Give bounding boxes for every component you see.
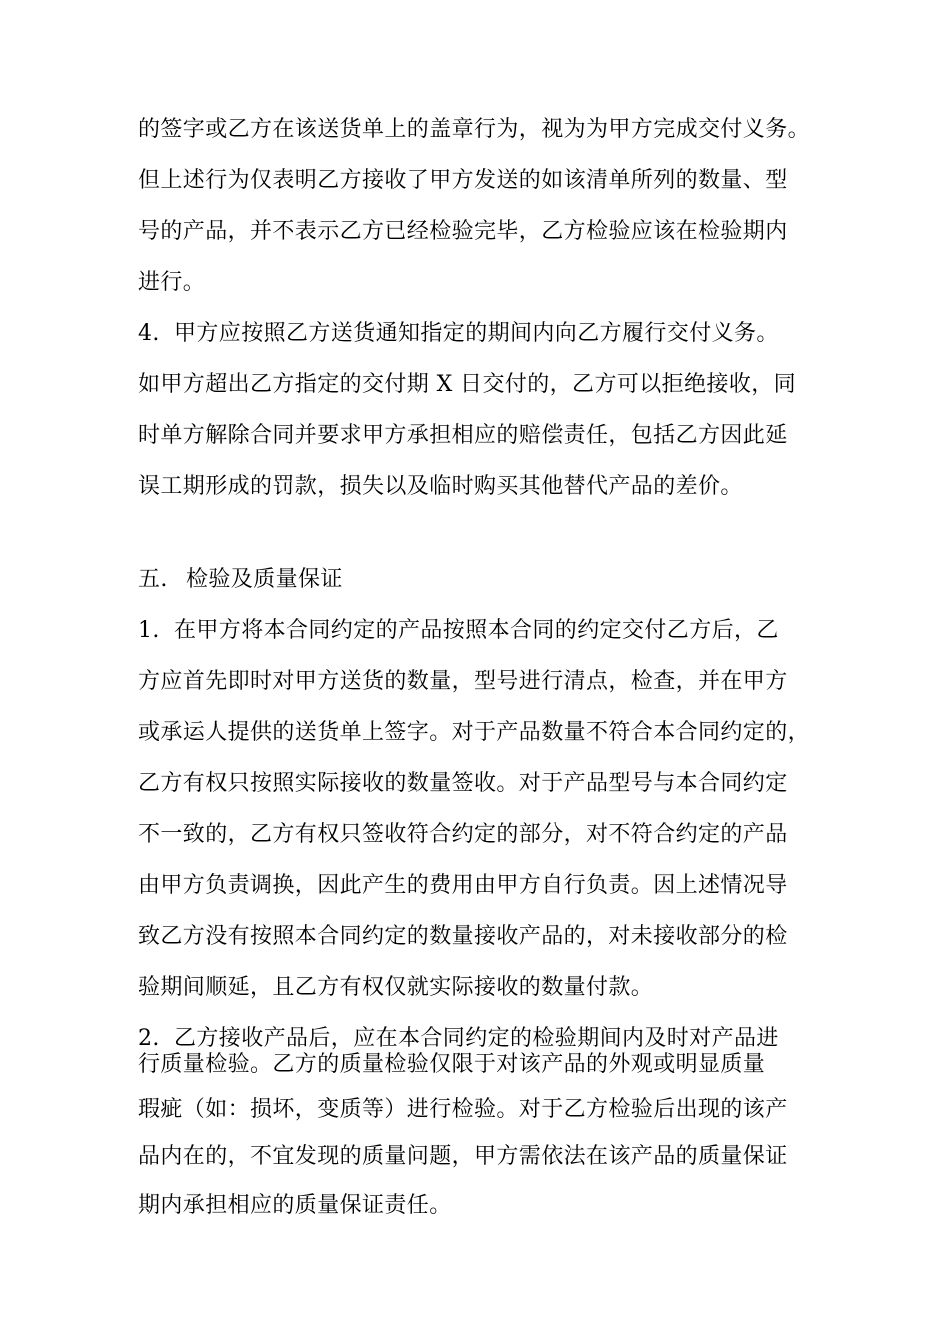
clause-4-line-1: [138, 320, 779, 348]
clause-5-1-line-1: [138, 617, 779, 645]
clause-5-1-line-5: 不一致的，乙方有权只签收符合约定的部分，对不符合约定的产品: [138, 822, 788, 847]
clause-5-1-line-7: 致乙方没有按照本合同约定的数量接收产品的，对未接收部分的检: [138, 924, 788, 949]
clause-4-line-2: 如甲方超出乙方指定的交付期 X 日交付的，乙方可以拒绝接收，同: [138, 372, 797, 397]
continuation-line-2: 但上述行为仅表明乙方接收了甲方发送的如该清单所列的数量、型: [138, 168, 788, 193]
clause-5-2-line-3: 瑕疵（如：损坏，变质等）进行检验。对于乙方检验后出现的该产: [138, 1097, 788, 1122]
clause-5-2-line-1: [138, 1025, 779, 1053]
clause-4-number: 4.: [138, 321, 160, 346]
section-5-title: 检验及质量保证: [186, 567, 343, 592]
clause-5-2-number: 2.: [138, 1026, 160, 1051]
clause-5-1-number: 1.: [138, 618, 160, 643]
continuation-line-3: 号的产品，并不表示乙方已经检验完毕，乙方检验应该在检验期内: [138, 219, 788, 244]
clause-5-2-line-2: 行质量检验。乙方的质量检验仅限于对该产品的外观或明显质量: [138, 1052, 766, 1077]
clause-5-1-line-3: 或承运人提供的送货单上签字。对于产品数量不符合本合同约定的，: [138, 720, 811, 745]
clause-4-line-3: 时单方解除合同并要求甲方承担相应的赔偿责任，包括乙方因此延: [138, 423, 788, 448]
clause-4-text-1: 甲方应按照乙方送货通知指定的期间内向乙方履行交付义务。: [174, 321, 779, 346]
clause-5-2-line-5: 期内承担相应的质量保证责任。: [138, 1193, 452, 1218]
continuation-line-1: 的签字或乙方在该送货单上的盖章行为，视为为甲方完成交付义务。: [138, 117, 811, 142]
clause-5-1-line-6: 由甲方负责调换，因此产生的费用由甲方自行负责。因上述情况导: [138, 873, 788, 898]
continuation-line-4: 进行。: [138, 270, 206, 295]
clause-5-1-line-2: 方应首先即时对甲方送货的数量，型号进行清点，检查，并在甲方: [138, 669, 788, 694]
clause-5-2-text-1: 乙方接收产品后，应在本合同约定的检验期间内及时对产品进: [174, 1026, 779, 1051]
section-5-heading: [138, 566, 343, 594]
section-5-number: 五.: [138, 567, 168, 592]
clause-5-2-line-4: 品内在的，不宜发现的质量问题，甲方需依法在该产品的质量保证: [138, 1144, 788, 1169]
clause-5-1-text-1: 在甲方将本合同约定的产品按照本合同的约定交付乙方后，乙: [174, 618, 779, 643]
clause-4-line-4: 误工期形成的罚款，损失以及临时购买其他替代产品的差价。: [138, 474, 743, 499]
clause-5-1-line-4: 乙方有权只按照实际接收的数量签收。对于产品型号与本合同约定: [138, 771, 788, 796]
clause-5-1-line-8: 验期间顺延，且乙方有权仅就实际接收的数量付款。: [138, 975, 654, 1000]
